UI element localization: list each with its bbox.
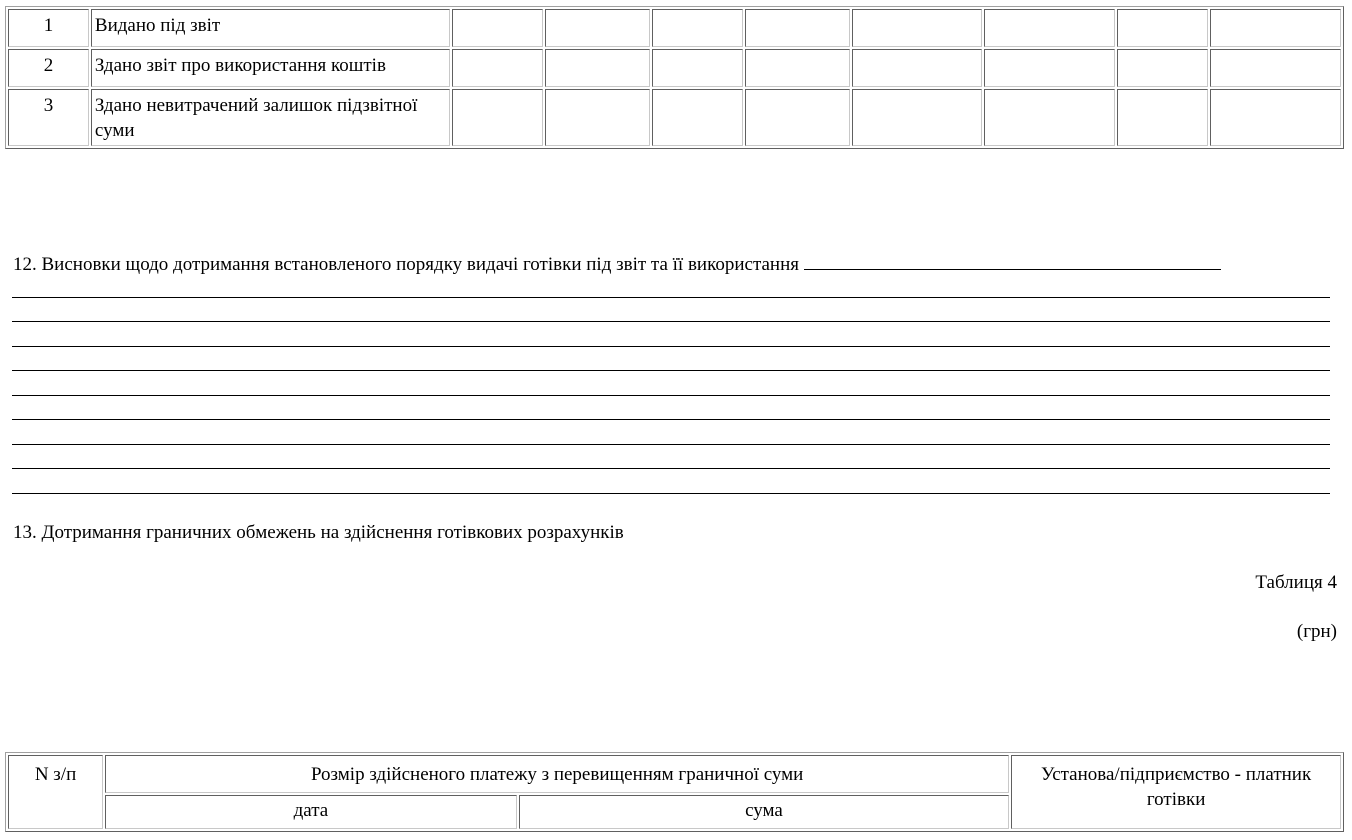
fill-in-line[interactable] (12, 370, 1330, 371)
table-cell (1117, 9, 1208, 47)
row-label: Здано невитрачений залишок підзвітної суми (91, 89, 450, 146)
table-row (8, 9, 1341, 47)
row-label: Видано під звіт (91, 9, 450, 47)
table-header-row (8, 755, 1341, 793)
row-number: 1 (8, 9, 89, 47)
table-cell (545, 9, 650, 47)
table-cell (1117, 49, 1208, 87)
table-cell (652, 9, 743, 47)
table-cell (1210, 9, 1341, 47)
section-12-title: 12. Висновки щодо дотримання встановленого порядку видачі готівки під звіт та її використання (13, 254, 800, 275)
table-cell (745, 9, 850, 47)
table-cell (852, 49, 983, 87)
row-number: 2 (8, 49, 89, 87)
table-cell (745, 89, 850, 146)
table-row (8, 49, 1341, 87)
column-header-sum: сума (519, 795, 1010, 829)
table-cell (852, 89, 983, 146)
table-cell (984, 89, 1115, 146)
table-cell (545, 89, 650, 146)
column-header-payer: Установа/підприємство - платник готівки (1011, 755, 1341, 829)
table-row (8, 89, 1341, 146)
column-header-number: N з/п (8, 755, 103, 829)
section-12-heading (13, 251, 1333, 277)
row-label: Здано звіт про використання коштів (91, 49, 450, 87)
cash-advance-table (5, 6, 1344, 149)
fill-in-line[interactable] (12, 444, 1330, 445)
fill-in-line[interactable] (12, 493, 1330, 494)
table-cell (652, 49, 743, 87)
table-cell (452, 9, 543, 47)
table-cell (852, 9, 983, 47)
table-cell (545, 49, 650, 87)
table-cell (1117, 89, 1208, 146)
fill-in-line[interactable] (12, 346, 1330, 347)
fill-in-line[interactable] (12, 468, 1330, 469)
cash-limit-table (5, 752, 1344, 832)
table-cell (984, 9, 1115, 47)
column-header-payment: Розмір здійсненого платежу з перевищенням граничної суми (105, 755, 1009, 793)
table-cell (652, 89, 743, 146)
table-cell (452, 49, 543, 87)
table-cell (984, 49, 1115, 87)
table-cell (1210, 49, 1341, 87)
section-13-title: 13. Дотримання граничних обмежень на здійснення готівкових розрахунків (13, 522, 624, 543)
row-number: 3 (8, 89, 89, 146)
unit-caption: (грн) (1296, 621, 1337, 642)
table-cell (452, 89, 543, 146)
fill-in-line[interactable] (12, 297, 1330, 298)
fill-in-line[interactable] (12, 321, 1330, 322)
column-header-date: дата (105, 795, 517, 829)
table-cell (1210, 89, 1341, 146)
table-cell (745, 49, 850, 87)
fill-in-line[interactable] (12, 419, 1330, 420)
table-caption: Таблиця 4 (1255, 572, 1337, 593)
fill-in-line[interactable] (12, 395, 1330, 396)
fill-in-line[interactable] (804, 251, 1221, 270)
